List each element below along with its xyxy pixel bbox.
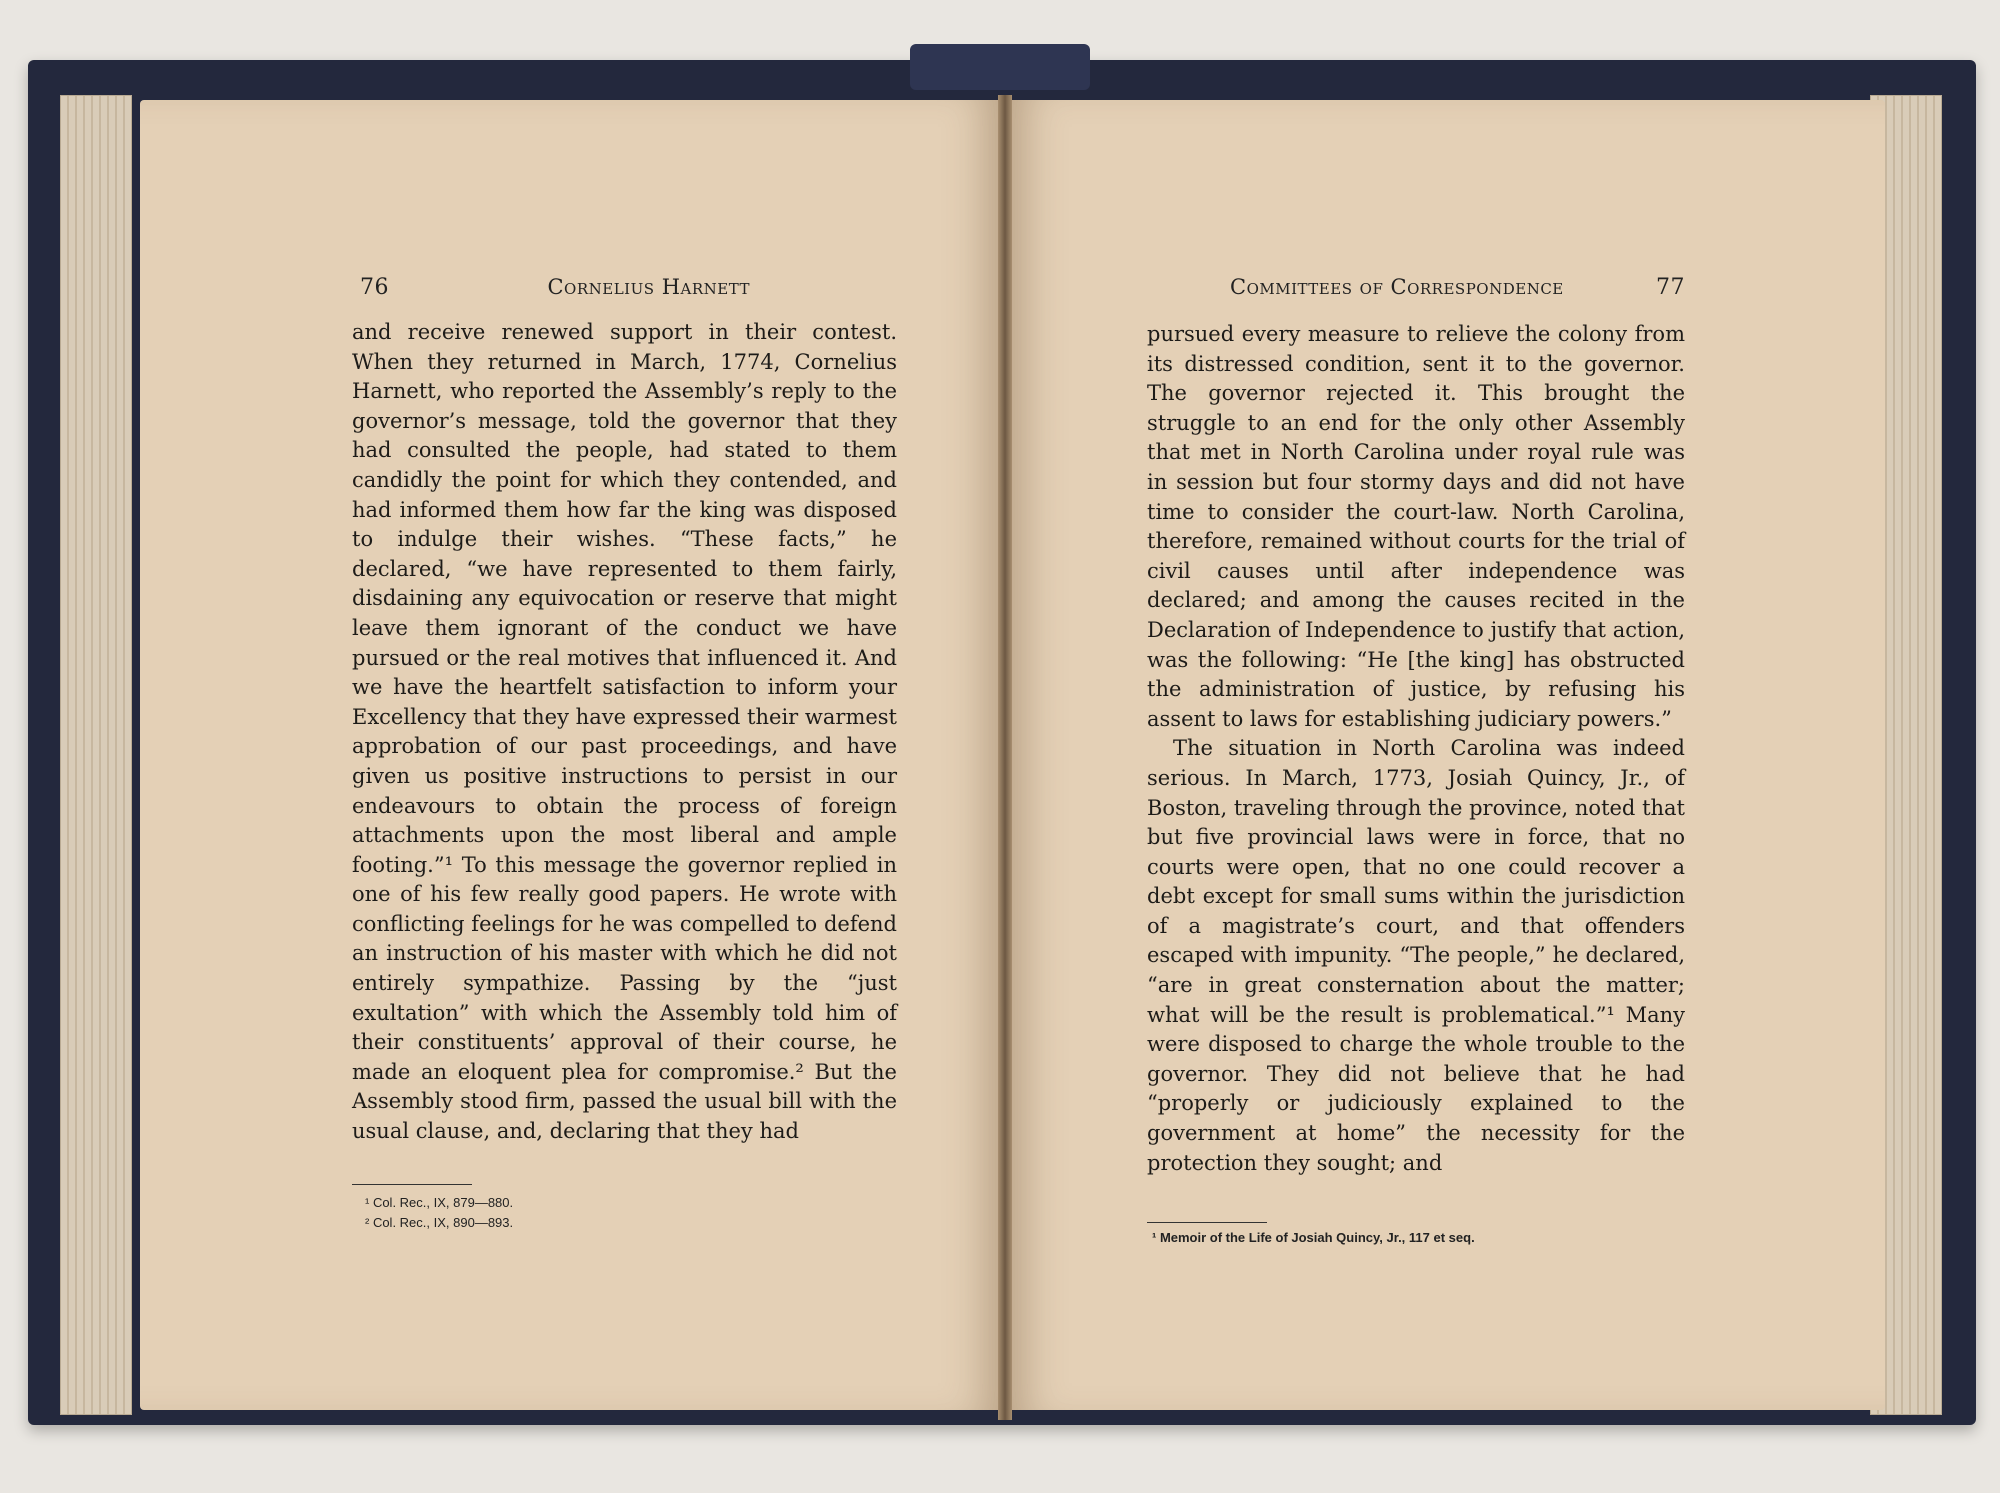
- right-paragraph-2: The situation in North Carolina was indeed serious. In March, 1773, Josiah Quincy, Jr., of Boston, traveling through the province, noted that but five provincial laws were in force, that no courts were open, that no one could recover a debt except for small sums within the jurisdiction of a magistrate’s court, and that offenders escaped with impunity. “The people,” he declared, “are in great consternation about the matter; what will be the result is problematical.”¹ Many were disposed to charge the whole trouble to the governor. They did not believe that he had “properly or judiciously explained to the government at home” the necessity for the protection they sought; and: [1147, 736, 1685, 1175]
- right-running-title: Committees of Correspondence: [1230, 275, 1564, 299]
- right-footnotes: [1152, 1228, 1475, 1248]
- left-footnote-rule: [352, 1184, 472, 1185]
- left-footnote-1: ¹ Col. Rec., IX, 879—880.: [365, 1195, 514, 1210]
- right-footnote-rule: [1147, 1222, 1267, 1223]
- book-gutter: [998, 95, 1012, 1420]
- book-spine: [910, 44, 1090, 90]
- left-page-number: 76: [360, 275, 389, 300]
- left-running-head: [360, 275, 750, 300]
- right-body-text: [1147, 320, 1685, 1178]
- left-footnotes: [365, 1193, 513, 1233]
- left-body-text: [352, 318, 897, 1147]
- right-page-number: 77: [1656, 275, 1685, 300]
- right-running-head: [1230, 275, 1685, 300]
- left-running-title: Cornelius Harnett: [547, 275, 750, 299]
- left-paragraph-1: and receive renewed support in their contest. When they returned in March, 1774, Cornelius Harnett, who reported the Assembly’s reply to the governor’s message, told the governor that they had consulted the people, had stated to them candidly the point for which they contended, and had informed them how far the king was disposed to indulge their wishes. “These facts,” he declared, “we have represented to them fairly, disdaining any equivocation or reserve that might leave them ignorant of the conduct we have pursued or the real motives that influenced it. And we have the heartfelt satisfaction to inform your Excellency that they have expressed their warmest approbation of our past proceedings, and have given us positive instructions to persist in our endeavours to obtain the process of foreign attachments upon the most liberal and ample footing.”¹ To this message the governor replied in one of his few really good papers. He wrote with conflicting feelings for he was compelled to defend an instruction of his master with which he did not entirely sympathize. Passing by the “just exultation” with which the Assembly told him of their constituents’ approval of their course, he made an eloquent plea for compromise.² But the Assembly stood firm, passed the usual bill with the usual clause, and, declaring that they had: [352, 320, 897, 1144]
- right-paragraph-1: pursued every measure to relieve the colony from its distressed condition, sent it to the governor. The governor rejected it. This brought the struggle to an end for the only other Assembly that met in North Carolina under royal rule was in session but four stormy days and did not have time to consider the court-law. North Carolina, therefore, remained without courts for the trial of civil causes until after independence was declared; and among the causes recited in the Declaration of Independence to justify that action, was the following: “He [the king] has obstructed the administration of justice, by refusing his assent to laws for establishing judiciary powers.”: [1147, 322, 1685, 731]
- left-footnote-2: ² Col. Rec., IX, 890—893.: [365, 1215, 514, 1230]
- page-edges-left: [60, 95, 132, 1415]
- right-footnote-1: ¹ Memoir of the Life of Josiah Quincy, Jr., 117 et seq.: [1152, 1230, 1475, 1245]
